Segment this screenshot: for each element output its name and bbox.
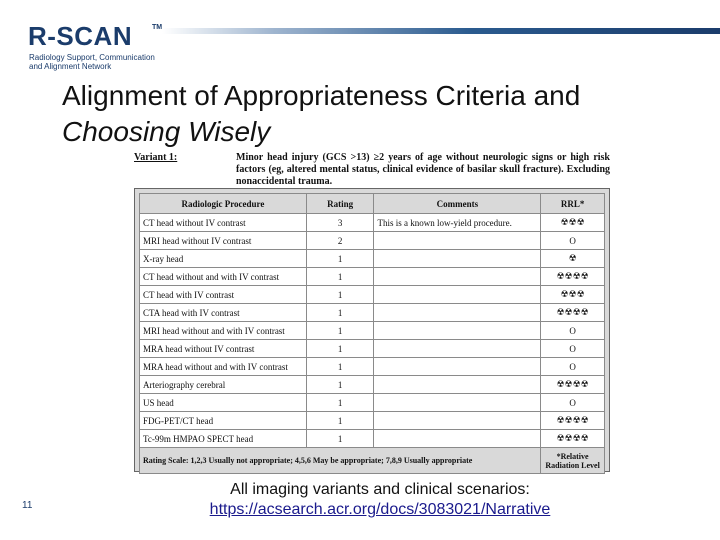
header-procedure: Radiologic Procedure — [140, 194, 307, 214]
rrl-cell: ☢☢☢☢ — [541, 268, 605, 286]
rrl-cell: O — [541, 232, 605, 250]
rrl-cell: O — [541, 358, 605, 376]
rrl-cell: ☢☢☢ — [541, 286, 605, 304]
rrl-cell: ☢☢☢☢ — [541, 430, 605, 448]
table-footer-row — [140, 448, 605, 474]
caption — [150, 480, 610, 520]
comment-cell — [374, 268, 541, 286]
rating-cell: 1 — [306, 340, 374, 358]
rrl-footnote-line-1: *Relative — [556, 451, 589, 461]
procedure-cell: X-ray head — [140, 250, 307, 268]
appropriateness-table — [139, 193, 605, 474]
procedure-cell: MRA head without IV contrast — [140, 340, 307, 358]
rrl-cell: ☢☢☢☢ — [541, 376, 605, 394]
comment-cell — [374, 358, 541, 376]
slide-title-line-2: Choosing Wisely — [62, 116, 271, 147]
procedure-cell: CT head without IV contrast — [140, 214, 307, 232]
rrl-cell: ☢☢☢☢ — [541, 412, 605, 430]
procedure-cell: CT head with IV contrast — [140, 286, 307, 304]
procedure-cell: MRI head without IV contrast — [140, 232, 307, 250]
table-row — [140, 286, 605, 304]
comment-cell — [374, 394, 541, 412]
rating-cell: 1 — [306, 250, 374, 268]
table-row — [140, 250, 605, 268]
caption-text: All imaging variants and clinical scenarios: — [230, 481, 530, 498]
comment-cell: This is a known low-yield procedure. — [374, 214, 541, 232]
table-row — [140, 376, 605, 394]
table-header-row — [140, 194, 605, 214]
slide-number: 11 — [22, 500, 33, 511]
comment-cell — [374, 340, 541, 358]
logo-tagline-line-2: and Alignment Network — [29, 62, 112, 71]
table-row — [140, 214, 605, 232]
logo-tagline-line-1: Radiology Support, Communication — [29, 53, 155, 62]
rating-cell: 1 — [306, 430, 374, 448]
procedure-cell: MRI head without and with IV contrast — [140, 322, 307, 340]
table-row — [140, 394, 605, 412]
comment-cell — [374, 286, 541, 304]
logo-wordmark: R-SCAN — [28, 21, 133, 51]
table-row — [140, 340, 605, 358]
table-row — [140, 304, 605, 322]
rating-cell: 1 — [306, 304, 374, 322]
header-rrl: RRL* — [541, 194, 605, 214]
logo-trademark: TM — [152, 24, 163, 31]
rrl-cell: O — [541, 394, 605, 412]
table-row — [140, 412, 605, 430]
rrl-cell: O — [541, 322, 605, 340]
header-gradient-bar — [162, 28, 720, 34]
table-row — [140, 322, 605, 340]
procedure-cell: Arteriography cerebral — [140, 376, 307, 394]
comment-cell — [374, 430, 541, 448]
procedure-cell: CTA head with IV contrast — [140, 304, 307, 322]
variant-label: Variant 1: — [134, 152, 178, 163]
slide-title — [62, 78, 702, 150]
comment-cell — [374, 232, 541, 250]
variant-description: Minor head injury (GCS >13) ≥2 years of age without neurologic signs or high risk factors (eg, altered mental status, clinical evidence of basilar skull fracture). Excluding nonaccidental trauma. — [236, 152, 610, 187]
rating-cell: 1 — [306, 322, 374, 340]
rating-cell: 2 — [306, 232, 374, 250]
appropriateness-table-frame — [134, 188, 610, 472]
table-row — [140, 232, 605, 250]
procedure-cell: MRA head without and with IV contrast — [140, 358, 307, 376]
rating-cell: 1 — [306, 268, 374, 286]
rating-cell: 1 — [306, 286, 374, 304]
procedure-cell: CT head without and with IV contrast — [140, 268, 307, 286]
rating-scale-note: Rating Scale: 1,2,3 Usually not appropriate; 4,5,6 May be appropriate; 7,8,9 Usually appropriate — [140, 448, 541, 474]
comment-cell — [374, 376, 541, 394]
acr-narrative-link[interactable]: https://acsearch.acr.org/docs/3083021/Narrative — [209, 501, 551, 518]
procedure-cell: FDG-PET/CT head — [140, 412, 307, 430]
header-comments: Comments — [374, 194, 541, 214]
rrl-cell: O — [541, 340, 605, 358]
rating-cell: 1 — [306, 412, 374, 430]
procedure-cell: Tc-99m HMPAO SPECT head — [140, 430, 307, 448]
rrl-cell: ☢☢☢ — [541, 214, 605, 232]
rating-cell: 1 — [306, 394, 374, 412]
rrl-cell: ☢ — [541, 250, 605, 268]
rrl-cell: ☢☢☢☢ — [541, 304, 605, 322]
rating-cell: 1 — [306, 358, 374, 376]
logo-tagline — [29, 53, 155, 71]
table-row — [140, 268, 605, 286]
rrl-footnote — [541, 448, 605, 474]
comment-cell — [374, 322, 541, 340]
comment-cell — [374, 250, 541, 268]
table-row — [140, 430, 605, 448]
slide-title-line-1: Alignment of Appropriateness Criteria and — [62, 80, 581, 111]
header-rating: Rating — [306, 194, 374, 214]
table-row — [140, 358, 605, 376]
comment-cell — [374, 412, 541, 430]
rating-cell: 3 — [306, 214, 374, 232]
comment-cell — [374, 304, 541, 322]
rrl-footnote-line-2: Radiation Level — [545, 460, 600, 470]
acr-criteria-figure — [134, 152, 610, 472]
procedure-cell: US head — [140, 394, 307, 412]
rating-cell: 1 — [306, 376, 374, 394]
